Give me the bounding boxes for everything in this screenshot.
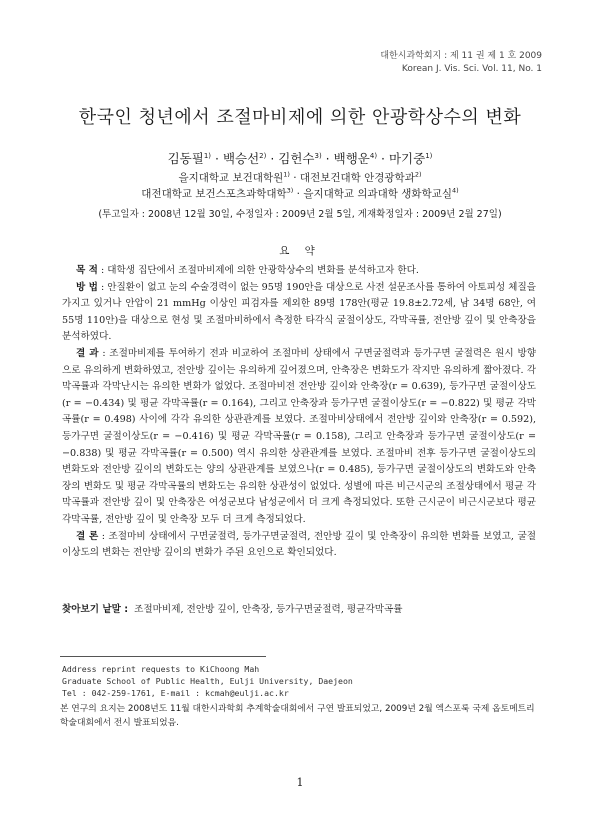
journal-korean: 대한시과학회지 : 제 11 권 제 1 호 2009 [380,51,542,61]
affiliation-line-1: 을지대학교 보건대학원$^{1)}$ · 대전보건대학 안경광학과$^{2)}$ [178,170,422,184]
reprint-request: Address reprint requests to KiChoong Mah Graduate School of Public Health, Eulji University, Daejeon Tel : 042-259-1761, E-mail : kcmah@eulji.ac.kr [62,664,353,698]
author: 백승선$^{2)}$ [222,151,267,166]
paper-title: 한국인 청년에서 조절마비제에 의한 안광학상수의 변화 [78,107,522,128]
keywords-label: 찾아보기 낱말 : [62,604,129,615]
abstract-methods: 방 법 : 안질환이 없고 눈의 수술경력이 없는 95명 190안을 대상으로 사전 설문조사를 통하여 아토피성 체질을 가지고 있거나 안압이 21 mmHg 이상인 피검자를 제외한 89명 178안(평균 19.8±2.72세, 남 34명 68안, 여 55명 110안)을 대상으로 현성 및 조절마비하에서 측정한 타각식 굴절이상도, 각막곡률, 전안방 깊이 및 안축장을 분석하였다. [62,281,536,343]
author-list [0,149,600,167]
journal-english: Korean J. Vis. Sci. Vol. 11, No. 1 [401,64,542,74]
keywords-text: 조절마비제, 전안방 깊이, 안축장, 등가구면굴절력, 평균각막곡률 [134,604,403,615]
author: 김헌수$^{3)}$ [278,151,322,166]
author: 백행운$^{4)}$ [333,151,378,166]
submission-dates: (투고일자 : 2008년 12월 30일, 수정일자 : 2009년 2월 5일, 게재확정일자 : 2009년 2월 27일) [98,209,502,220]
author-separator: · [321,151,334,166]
abstract-heading: 요 약 [279,245,321,257]
abstract-purpose: 목 적 : 대학생 집단에서 조절마비제에 의한 안광학상수의 변화를 분석하고자 한다. [76,265,419,276]
author-separator: · [377,151,389,166]
keywords [62,603,542,617]
page-number: 1 [296,776,304,789]
abstract-results: 결 과 : 조절마비제를 투여하기 전과 비교하여 조절마비 상태에서 구면굴절력과 등가구면 굴절력은 원시 방향으로 유의하게 변화하였고, 전안방 깊이는 유의하게 깊어졌으며, 안축장은 변화도가 작지만 유의하게 짧아졌다. 각막곡률과 각막난시는 유의한 변화가 없었다. 조절마비전 전안방 깊이와 안축장(r = 0.639), 등가구면 굴절이상도(r = −0.434) 및 평균 각막곡률(r = 0.164), 그리고 안축장과 등가구면 굴절이상도(r = −0.822) 및 평균 각막곡률(r = 0.498) 사이에 각각 유의한 상관관계를 보였다. 조절마비상태에서 전안방 깊이와 안축장(r = 0.592), 등가구면 굴절이상도(r = −0.416) 및 평균 각막곡률(r = 0.158), 그리고 안축장과 등가구면 굴절이상도(r = −0.838) 및 평균 각막곡률(r = 0.500) 역시 유의한 상관관계를 보였다. 조절마비 전후 등가구면 굴절이상도의 변화도와 전안방 깊이의 변화도는 양의 상관관계를 보였으나(r = 0.485), 등가구면 굴절이상도의 변화도와 안축장의 변화도 및 평균 각막곡률의 변화도는 유의한 상관성이 없었다. 성별에 따른 비근시군의 조절상태에서 평균 각막곡률과 전안방 깊이 및 안축장은 여성군보다 남성군에서 더 크게 측정되었다. 또한 근시군이 비근시군보다 평균 각막곡률, 전안방 깊이 및 안축장 모두 더 크게 측정되었다. [62,347,536,525]
journal-header [380,50,542,76]
abstract-body [62,263,536,562]
presentation-note: 본 연구의 요지는 2008년도 11월 대한시과학회 추계학술대회에서 구연 발표되었고, 2009년 2월 엑스포룩 국제 옵토메트리 학술대회에서 전시 발표되었음. [60,704,535,728]
footnote-divider [60,656,266,657]
author: 마기중$^{1)}$ [388,151,433,166]
author-separator: · [266,151,279,166]
author-separator: · [211,151,223,166]
affiliation-line-2: 대전대학교 보건스포츠과학대학$^{3)}$ · 을지대학교 의과대학 생화학교실$^{4)}$ [141,186,459,200]
author: 김동필$^{1)}$ [167,151,212,166]
abstract-conclusion: 결 론 : 조절마비 상태에서 구면굴절력, 등가구면굴절력, 전안방 깊이 및 안축장이 유의한 변화를 보였고, 굴절이상도의 변화는 전안방 깊이의 변화가 주된 요인으로 확인되었다. [62,530,536,559]
